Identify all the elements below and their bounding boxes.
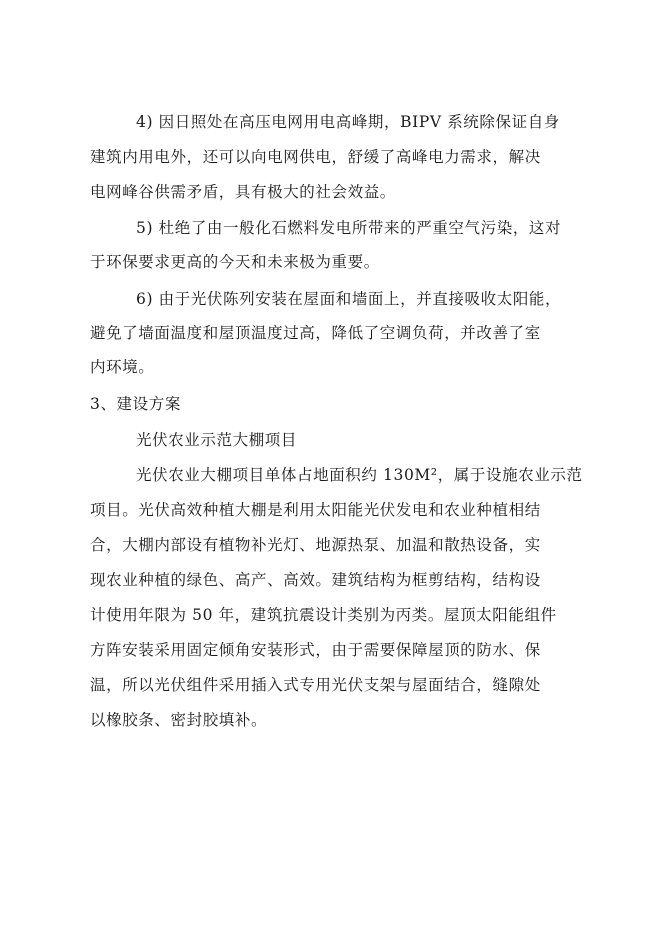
item-4-line-3: 电网峰谷供需矛盾，具有极大的社会效益。 [90, 183, 396, 201]
body-line-5: 计使用年限为 50 年，建筑抗震设计类别为丙类。屋顶太阳能组件 [90, 606, 557, 624]
item-6-line-2: 避免了墙面温度和屋顶温度过高，降低了空调负荷，并改善了室 [90, 324, 541, 342]
body-line-2: 项目。光伏高效种植大棚是利用太阳能光伏发电和农业种植相结 [90, 501, 541, 519]
section-heading: 3、建设方案 [90, 395, 181, 413]
body-line-4: 现农业种植的绿色、高产、高效。建筑结构为框剪结构，结构设 [90, 571, 541, 589]
body-line-7: 温，所以光伏组件采用插入式专用光伏支架与屋面结合，缝隙处 [90, 676, 541, 694]
item-4-line-2: 建筑内用电外，还可以向电网供电，舒缓了高峰电力需求，解决 [90, 148, 541, 166]
item-6-line-1: 6) 由于光伏陈列安装在屋面和墙面上，并直接吸收太阳能， [136, 290, 562, 308]
item-6-line-3: 内环境。 [90, 358, 155, 376]
body-line-8: 以橡胶条、密封胶填补。 [90, 711, 268, 729]
body-line-3: 合，大棚内部设有植物补光灯、地源热泵、加温和散热设备，实 [90, 536, 541, 554]
item-5-line-2: 于环保要求更高的今天和未来极为重要。 [90, 253, 380, 271]
item-4-line-1: 4) 因日照处在高压电网用电高峰期，BIPV 系统除保证自身 [136, 113, 560, 131]
body-line-6: 方阵安装采用固定倾角安装形式，由于需要保障屋顶的防水、保 [90, 641, 541, 659]
item-5-line-1: 5) 杜绝了由一般化石燃料发电所带来的严重空气污染，这对 [136, 219, 562, 237]
body-line-1: 光伏农业大棚项目单体占地面积约 130M²，属于设施农业示范 [136, 466, 583, 484]
subheading: 光伏农业示范大棚项目 [136, 431, 298, 449]
